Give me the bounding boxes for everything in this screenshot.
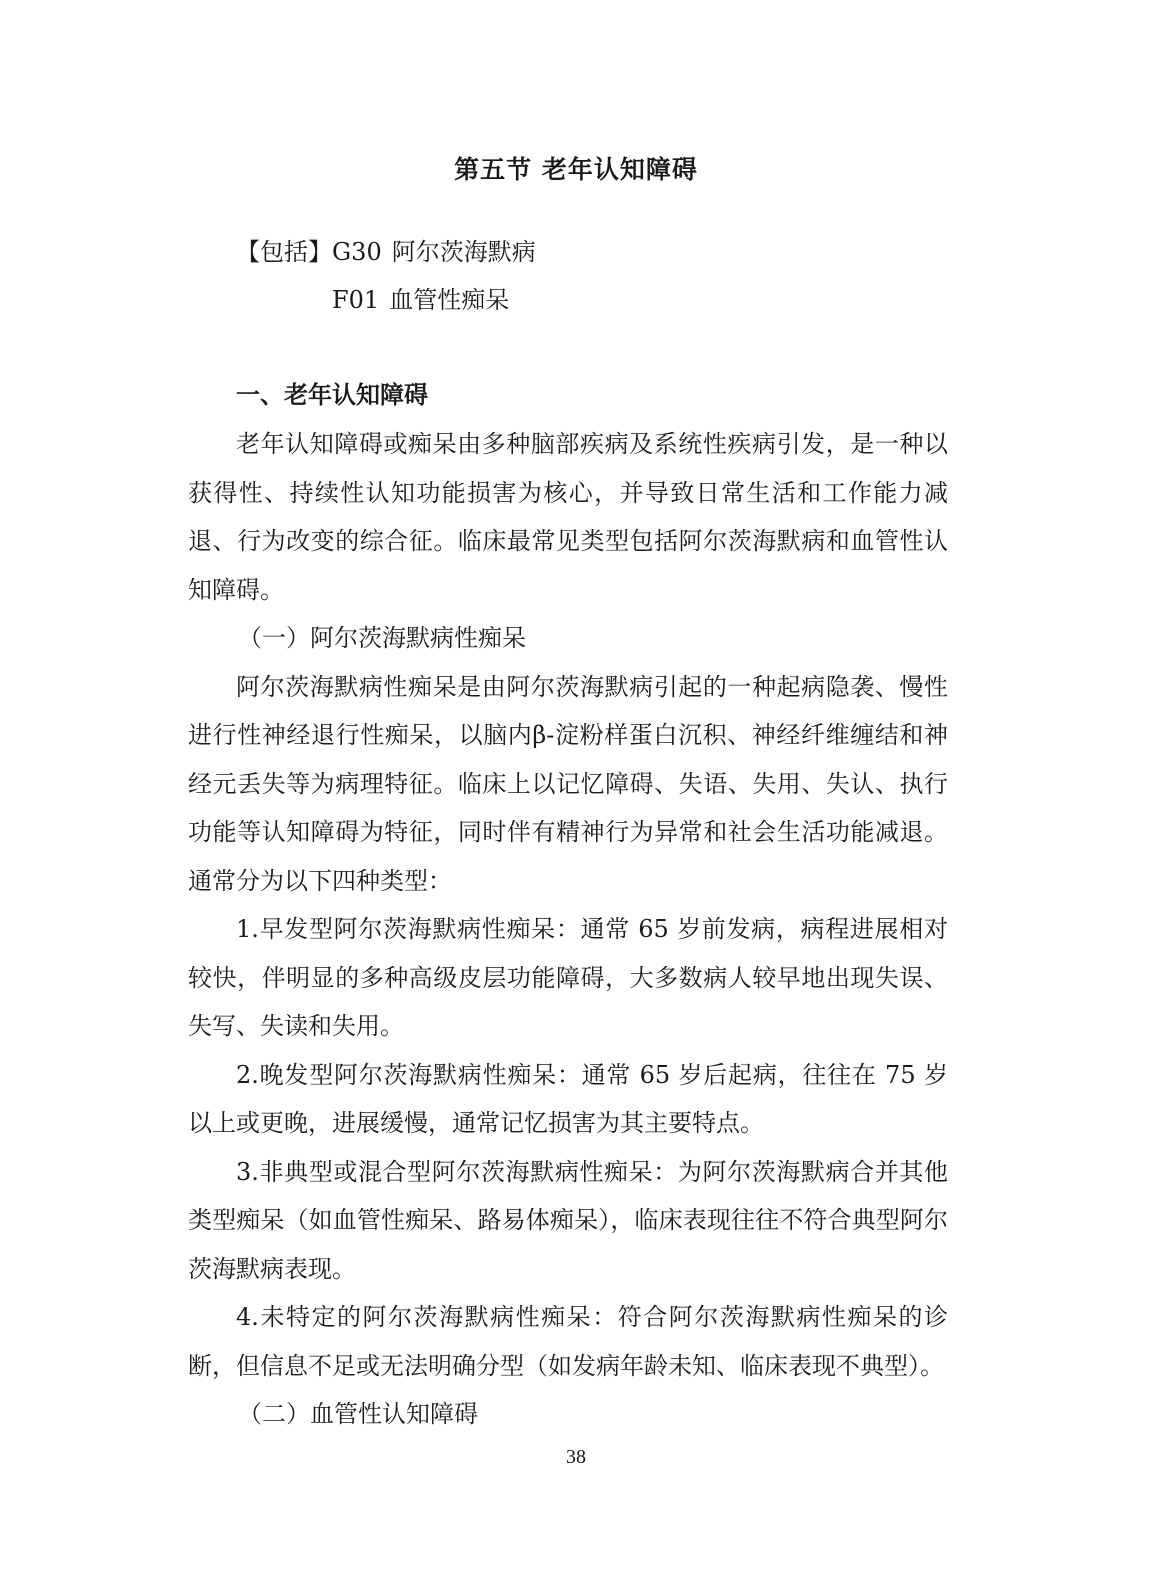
paragraph-alzheimer-description: 阿尔茨海默病性痴呆是由阿尔茨海默病引起的一种起病隐袭、慢性进行性神经退行性痴呆，以脑内β-淀粉样蛋白沉积、神经纤维缠结和神经元丢失等为病理特征。临床上以记忆障碍、失语、失用、失认、执行功能等认知障碍为特征，同时伴有精神行为异常和社会生活功能减退。通常分为以下四种类型： (188, 672, 948, 895)
paragraph-type-unspecified: 4.未特定的阿尔茨海默病性痴呆：符合阿尔茨海默病性痴呆的诊断，但信息不足或无法明确分型（如发病年龄未知、临床表现不典型）。 (188, 1303, 948, 1380)
include-code: G30 (332, 238, 382, 266)
include-name: 血管性痴呆 (389, 286, 510, 314)
paragraph-type-atypical-mixed: 3.非典型或混合型阿尔茨海默病性痴呆：为阿尔茨海默病合并其他类型痴呆（如血管性痴呆、路易体痴呆），临床表现往往不符合典型阿尔茨海默病表现。 (188, 1157, 948, 1283)
paragraph-type-late-onset: 2.晚发型阿尔茨海默病性痴呆：通常 65 岁后起病，往往在 75 岁以上或更晚，进展缓慢，通常记忆损害为其主要特点。 (188, 1060, 948, 1137)
paragraph-type-early-onset: 1.早发型阿尔茨海默病性痴呆：通常 65 岁前发病，病程进展相对较快，伴明显的多种高级皮层功能障碍，大多数病人较早地出现失误、失写、失读和失用。 (188, 915, 948, 1040)
include-row-f01 (236, 276, 536, 324)
body-text (188, 370, 948, 1439)
include-block (236, 228, 536, 324)
paragraph-intro: 老年认知障碍或痴呆由多种脑部疾病及系统性疾病引发，是一种以获得性、持续性认知功能损害为核心，并导致日常生活和工作能力减退、行为改变的综合征。临床最常见类型包括阿尔茨海默病和血管性认知障碍。 (188, 430, 948, 604)
include-code: F01 (332, 286, 380, 314)
page-number: 38 (566, 1446, 586, 1468)
subheading-alzheimer: （一）阿尔茨海默病性痴呆 (238, 624, 526, 652)
subheading-vascular: （二）血管性认知障碍 (238, 1400, 478, 1428)
include-label: 【包括】 (236, 238, 332, 266)
include-row-g30 (236, 228, 536, 276)
include-name: 阿尔茨海默病 (391, 238, 536, 266)
heading-level-1: 一、老年认知障碍 (236, 380, 428, 409)
section-title: 第五节 老年认知障碍 (454, 155, 698, 184)
